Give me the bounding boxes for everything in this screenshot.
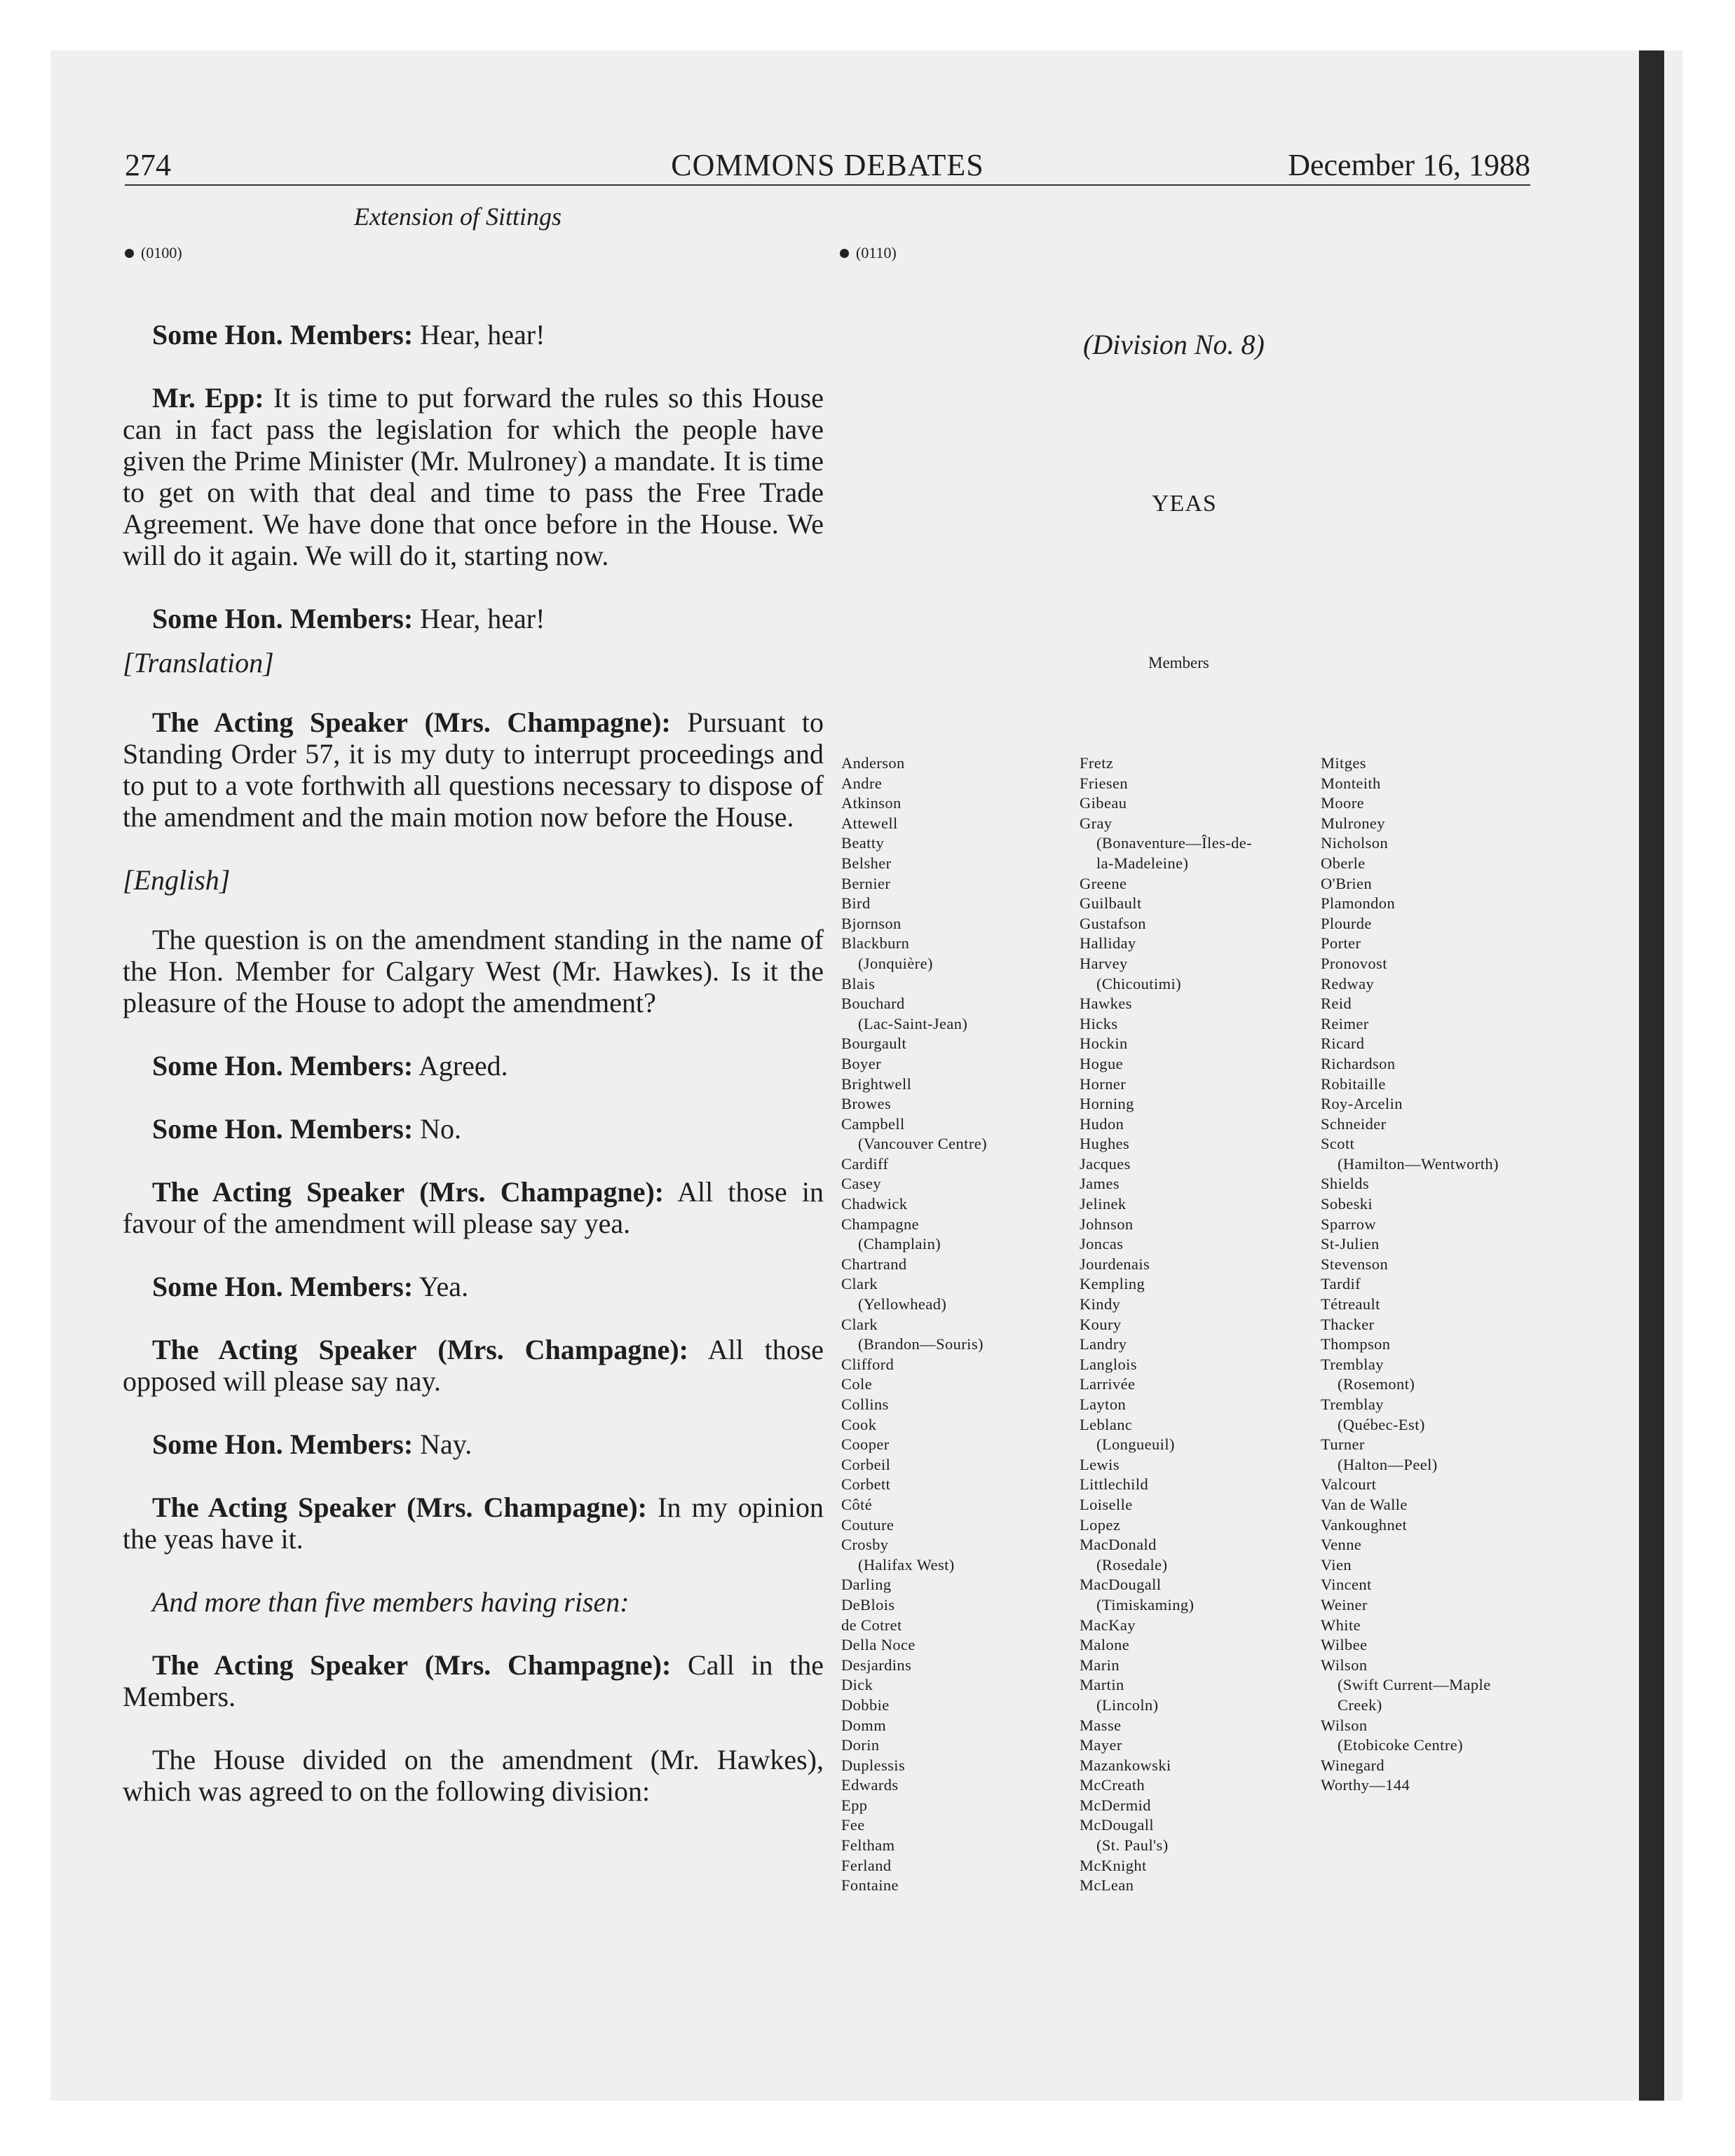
member-riding: (Lincoln) bbox=[1096, 1696, 1159, 1714]
member-riding: (Yellowhead) bbox=[858, 1295, 947, 1314]
member-riding: (Rosemont) bbox=[1338, 1375, 1415, 1393]
member-name: Harvey bbox=[1080, 954, 1128, 972]
member-name: St-Julien bbox=[1321, 1235, 1380, 1253]
member-name: Greene bbox=[1080, 874, 1127, 892]
member-riding: (Champlain) bbox=[858, 1235, 941, 1253]
member-name: Vien bbox=[1321, 1555, 1352, 1574]
member-name: Darling bbox=[841, 1576, 892, 1594]
member-riding: (Halton—Peel) bbox=[1338, 1455, 1438, 1473]
member-name: Stevenson bbox=[1321, 1255, 1389, 1273]
page-header bbox=[125, 147, 1530, 186]
member-name: Vincent bbox=[1321, 1576, 1372, 1594]
speaker-name: The Acting Speaker bbox=[152, 1176, 405, 1208]
member-name: Della Noce bbox=[841, 1636, 916, 1654]
paragraph bbox=[123, 1334, 824, 1397]
time-stamp-left bbox=[125, 244, 182, 262]
member-name: McDougall bbox=[1080, 1816, 1155, 1834]
member-riding: (Lac-Saint-Jean) bbox=[858, 1014, 968, 1032]
member-name: Jacques bbox=[1080, 1154, 1131, 1173]
member-name: Dick bbox=[841, 1676, 873, 1694]
member-name: Clark bbox=[841, 1315, 878, 1333]
member-name: Vankoughnet bbox=[1321, 1515, 1408, 1534]
member-name: Hudon bbox=[1080, 1114, 1124, 1133]
speech-text: In my opinion the yeas have it. bbox=[123, 1492, 824, 1555]
members-column-1 bbox=[841, 753, 987, 1896]
member-name: Attewell bbox=[841, 814, 898, 832]
member-name: Schneider bbox=[1321, 1114, 1387, 1133]
subject-heading: Extension of Sittings bbox=[354, 203, 562, 231]
speaker-name: The Acting Speaker bbox=[152, 1492, 397, 1523]
member-name: Valcourt bbox=[1321, 1475, 1377, 1494]
member-name: Hicks bbox=[1080, 1014, 1118, 1032]
member-name: Layton bbox=[1080, 1396, 1127, 1413]
member-name: Champagne bbox=[841, 1215, 920, 1233]
member-name: Weiner bbox=[1321, 1595, 1368, 1613]
member-name: Sobeski bbox=[1321, 1195, 1373, 1213]
member-name: Domm bbox=[841, 1716, 887, 1734]
speaker-name-paren: (Mrs. Champagne): bbox=[437, 1334, 688, 1365]
speaker-name: Some Hon. Members: bbox=[152, 603, 414, 634]
member-name: Monteith bbox=[1321, 774, 1381, 792]
speech-text: All those opposed will please say nay. bbox=[123, 1334, 824, 1397]
language-note: [English] bbox=[123, 864, 231, 896]
member-name: Duplessis bbox=[841, 1756, 906, 1774]
member-name: Fretz bbox=[1080, 754, 1114, 772]
member-name: DeBlois bbox=[841, 1595, 895, 1613]
member-name: Masse bbox=[1080, 1716, 1122, 1734]
member-name: Wilbee bbox=[1321, 1636, 1368, 1654]
scan-edge-bar bbox=[1639, 50, 1664, 2101]
member-name: Wilson bbox=[1321, 1716, 1368, 1734]
member-name: Dorin bbox=[841, 1736, 880, 1754]
member-name: Thompson bbox=[1321, 1335, 1391, 1353]
member-riding: (Chicoutimi) bbox=[1096, 974, 1182, 992]
member-name: White bbox=[1321, 1616, 1361, 1634]
member-name: Martin bbox=[1080, 1676, 1124, 1694]
speaker-name: The Acting Speaker bbox=[152, 707, 408, 738]
member-name: Cooper bbox=[841, 1435, 890, 1454]
member-name: Worthy—144 bbox=[1321, 1776, 1410, 1794]
member-riding: (St. Paul's) bbox=[1096, 1836, 1169, 1855]
member-name: Plamondon bbox=[1321, 894, 1396, 913]
member-name: Marin bbox=[1080, 1656, 1120, 1674]
member-name: Friesen bbox=[1080, 774, 1129, 792]
member-name: Hockin bbox=[1080, 1035, 1128, 1053]
time-stamp-text: (0110) bbox=[856, 244, 897, 261]
member-name: Richardson bbox=[1321, 1054, 1396, 1072]
member-name: Côté bbox=[841, 1495, 873, 1513]
member-name: O'Brien bbox=[1321, 874, 1373, 892]
debate-column bbox=[123, 319, 824, 1838]
member-name: McKnight bbox=[1080, 1856, 1147, 1874]
speech-text: No. bbox=[420, 1113, 462, 1145]
paragraph bbox=[123, 1492, 824, 1555]
speech-text: Yea. bbox=[419, 1271, 469, 1302]
language-note: [Translation] bbox=[123, 647, 274, 678]
member-name: Creek) bbox=[1338, 1696, 1382, 1714]
member-name: McLean bbox=[1080, 1876, 1134, 1895]
member-name: Bird bbox=[841, 894, 871, 913]
member-name: Loiselle bbox=[1080, 1495, 1133, 1513]
member-name: Fee bbox=[841, 1816, 865, 1834]
member-name: Bourgault bbox=[841, 1035, 907, 1053]
member-riding: (Brandon—Souris) bbox=[858, 1335, 984, 1353]
speaker-name-paren: (Mrs. Champagne): bbox=[424, 1649, 672, 1681]
member-name: Langlois bbox=[1080, 1355, 1137, 1373]
member-name: Roy-Arcelin bbox=[1321, 1095, 1403, 1113]
member-riding: (Halifax West) bbox=[858, 1555, 955, 1574]
member-name: Kindy bbox=[1080, 1295, 1121, 1314]
member-name: Ferland bbox=[841, 1856, 892, 1874]
member-name: Campbell bbox=[841, 1114, 905, 1133]
header-rule bbox=[125, 184, 1530, 186]
member-name: Robitaille bbox=[1321, 1074, 1386, 1093]
member-name: Gray bbox=[1080, 814, 1113, 832]
member-name: Thacker bbox=[1321, 1315, 1375, 1333]
member-name: Van de Walle bbox=[1321, 1495, 1408, 1513]
member-name: Larrivée bbox=[1080, 1375, 1136, 1393]
member-name: Jelinek bbox=[1080, 1195, 1127, 1213]
member-name: Casey bbox=[841, 1175, 881, 1193]
member-riding: (Bonaventure—Îles-de- bbox=[1096, 834, 1253, 852]
bullet-icon bbox=[840, 249, 849, 258]
member-name: Guilbault bbox=[1080, 894, 1142, 913]
bullet-icon bbox=[125, 249, 134, 258]
member-name: Couture bbox=[841, 1515, 894, 1534]
member-name: Clifford bbox=[841, 1355, 894, 1373]
member-name: Ricard bbox=[1321, 1035, 1365, 1053]
member-name: Gustafson bbox=[1080, 914, 1146, 932]
member-name: Reid bbox=[1321, 995, 1352, 1013]
speaker-name-paren: (Mrs. Champagne): bbox=[424, 707, 671, 738]
member-name: Chartrand bbox=[841, 1255, 907, 1273]
member-name: Mayer bbox=[1080, 1736, 1122, 1754]
paragraph bbox=[123, 1176, 824, 1239]
member-name: Halliday bbox=[1080, 934, 1136, 953]
member-name: MacDougall bbox=[1080, 1576, 1162, 1594]
member-name: Winegard bbox=[1321, 1756, 1385, 1774]
paragraph bbox=[123, 1744, 824, 1807]
member-name: Pronovost bbox=[1321, 954, 1387, 972]
division-result: YEAS bbox=[1152, 491, 1217, 517]
member-name: Leblanc bbox=[1080, 1415, 1133, 1433]
division-title: (Division No. 8) bbox=[1083, 329, 1265, 360]
member-name: Horner bbox=[1080, 1074, 1127, 1093]
member-name: James bbox=[1080, 1175, 1120, 1193]
member-name: Crosby bbox=[841, 1536, 889, 1554]
member-name: Johnson bbox=[1080, 1215, 1134, 1233]
paragraph bbox=[123, 1271, 824, 1302]
member-name: Tétreault bbox=[1321, 1295, 1380, 1314]
paragraph bbox=[123, 1428, 824, 1460]
member-name: Nicholson bbox=[1321, 834, 1389, 852]
member-name: Edwards bbox=[841, 1776, 899, 1794]
member-riding: (Vancouver Centre) bbox=[858, 1135, 987, 1153]
member-name: Corbeil bbox=[841, 1455, 891, 1473]
member-name: Mitges bbox=[1321, 754, 1366, 772]
speaker-name: Some Hon. Members: bbox=[152, 1113, 414, 1145]
member-name: Bernier bbox=[841, 874, 891, 892]
member-name: Dobbie bbox=[841, 1696, 890, 1714]
paragraph bbox=[123, 603, 824, 634]
speech-text: Call in the Members. bbox=[123, 1649, 824, 1712]
speech-text: The question is on the amendment standing in the name of the Hon. Member for Calgary West (Mr. Hawkes). Is it the pleasure of the House to adopt the amendment? bbox=[123, 924, 824, 1018]
member-riding: (Rosedale) bbox=[1096, 1555, 1168, 1574]
member-name: Turner bbox=[1321, 1435, 1365, 1454]
member-name: Andre bbox=[841, 774, 883, 792]
member-riding: de Cotret bbox=[841, 1616, 902, 1634]
member-name: Scott bbox=[1321, 1135, 1355, 1153]
member-name: Desjardins bbox=[841, 1656, 912, 1674]
member-name: Koury bbox=[1080, 1315, 1122, 1333]
member-name: Wilson bbox=[1321, 1656, 1368, 1674]
member-name: Beatty bbox=[841, 834, 885, 852]
member-name: McDermid bbox=[1080, 1796, 1151, 1814]
member-name: Gibeau bbox=[1080, 794, 1127, 812]
speech-text: Agreed. bbox=[418, 1050, 508, 1082]
member-name: Belsher bbox=[841, 854, 892, 872]
page-number: 274 bbox=[125, 148, 171, 182]
member-riding: (Swift Current—Maple bbox=[1338, 1676, 1491, 1694]
member-name: Clark bbox=[841, 1275, 878, 1293]
member-name: Lewis bbox=[1080, 1455, 1120, 1473]
member-name: Jourdenais bbox=[1080, 1255, 1150, 1273]
member-name: Collins bbox=[841, 1396, 889, 1413]
member-name: Blais bbox=[841, 974, 876, 992]
member-name: Venne bbox=[1321, 1536, 1362, 1554]
member-name: Bjornson bbox=[841, 914, 901, 932]
speaker-name: Some Hon. Members: bbox=[152, 1271, 414, 1302]
speech-text: All those in favour of the amendment will please say yea. bbox=[123, 1176, 824, 1239]
member-name: Browes bbox=[841, 1095, 892, 1113]
member-riding: (Timiskaming) bbox=[1096, 1595, 1195, 1613]
member-riding: (Longueuil) bbox=[1096, 1435, 1175, 1454]
speaker-name: The Acting Speaker bbox=[152, 1649, 409, 1681]
speech-text: Pursuant to Standing Order 57, it is my duty to interrupt proceedings and to put to a vote forthwith all questions necessary to dispose of the amendment and the main motion now before the House. bbox=[123, 707, 824, 833]
member-name: Tremblay bbox=[1321, 1355, 1384, 1373]
journal-title: COMMONS DEBATES bbox=[671, 148, 984, 182]
member-name: McCreath bbox=[1080, 1776, 1145, 1794]
speech-text: The House divided on the amendment (Mr. Hawkes), which was agreed to on the following division: bbox=[123, 1744, 824, 1807]
member-name: Brightwell bbox=[841, 1074, 912, 1093]
member-name: Littlechild bbox=[1080, 1475, 1149, 1494]
member-name: Tardif bbox=[1321, 1275, 1361, 1293]
member-name: Hogue bbox=[1080, 1054, 1123, 1072]
speaker-name: The Acting Speaker bbox=[152, 1334, 417, 1365]
members-column-2 bbox=[1080, 753, 1252, 1896]
member-name: Cook bbox=[841, 1415, 877, 1433]
member-name: Anderson bbox=[841, 754, 905, 772]
paragraph bbox=[123, 319, 824, 350]
speaker-name: Some Hon. Members: bbox=[152, 1050, 414, 1082]
member-name: Porter bbox=[1321, 934, 1361, 953]
paragraph bbox=[123, 1649, 824, 1712]
member-riding: la-Madeleine) bbox=[1096, 854, 1189, 872]
member-name: Reimer bbox=[1321, 1014, 1369, 1032]
page-date: December 16, 1988 bbox=[1288, 148, 1530, 182]
paragraph bbox=[123, 1113, 824, 1145]
stage-direction: And more than five members having risen: bbox=[152, 1586, 630, 1618]
member-name: Moore bbox=[1321, 794, 1364, 812]
member-name: Atkinson bbox=[841, 794, 901, 812]
speaker-name-paren: (Mrs. Champagne): bbox=[407, 1492, 648, 1523]
member-name: Hawkes bbox=[1080, 995, 1132, 1013]
members-heading: Members bbox=[1148, 654, 1209, 671]
member-riding: (Québec-Est) bbox=[1338, 1415, 1425, 1433]
time-stamp-right bbox=[840, 244, 897, 262]
speaker-name: Mr. Epp: bbox=[152, 382, 264, 414]
members-column-3 bbox=[1321, 753, 1499, 1796]
member-name: Fontaine bbox=[841, 1876, 899, 1895]
member-name: Kempling bbox=[1080, 1275, 1145, 1293]
member-name: Tremblay bbox=[1321, 1396, 1384, 1413]
member-name: MacKay bbox=[1080, 1616, 1136, 1634]
member-name: Malone bbox=[1080, 1636, 1130, 1654]
member-name: Sparrow bbox=[1321, 1215, 1377, 1233]
member-name: Mulroney bbox=[1321, 814, 1385, 832]
member-name: Blackburn bbox=[841, 934, 910, 953]
member-name: Cole bbox=[841, 1375, 873, 1393]
paragraph bbox=[123, 707, 824, 833]
member-name: Hughes bbox=[1080, 1135, 1130, 1153]
speaker-name: Some Hon. Members: bbox=[152, 1428, 414, 1460]
speaker-name-paren: (Mrs. Champagne): bbox=[419, 1176, 665, 1208]
member-name: Horning bbox=[1080, 1095, 1134, 1113]
speech-text: Nay. bbox=[420, 1428, 472, 1460]
member-name: Oberle bbox=[1321, 854, 1366, 872]
member-name: Corbett bbox=[841, 1475, 891, 1494]
paragraph bbox=[123, 1050, 824, 1082]
member-name: Mazankowski bbox=[1080, 1756, 1171, 1774]
member-name: Joncas bbox=[1080, 1235, 1124, 1253]
member-name: Feltham bbox=[841, 1836, 895, 1855]
speech-text: Hear, hear! bbox=[420, 603, 545, 634]
speaker-name: Some Hon. Members: bbox=[152, 319, 414, 350]
speech-text: Hear, hear! bbox=[420, 319, 545, 350]
member-riding: (Etobicoke Centre) bbox=[1338, 1736, 1464, 1754]
member-name: Lopez bbox=[1080, 1515, 1121, 1534]
member-name: Boyer bbox=[841, 1054, 881, 1072]
time-stamp-text: (0100) bbox=[141, 244, 182, 261]
member-riding: (Jonquière) bbox=[858, 954, 933, 972]
member-name: Cardiff bbox=[841, 1154, 889, 1173]
speech-text: It is time to put forward the rules so this House can in fact pass the legislation for which the people have given the Prime Minister (Mr. Mulroney) a mandate. It is time to get on with that deal and time to pass the Free Trade Agreement. We have done that once before in the House. We will do it again. We will do it, starting now. bbox=[123, 382, 824, 571]
member-name: MacDonald bbox=[1080, 1536, 1157, 1554]
member-name: Landry bbox=[1080, 1335, 1127, 1353]
member-name: Plourde bbox=[1321, 914, 1372, 932]
member-name: Chadwick bbox=[841, 1195, 908, 1213]
paragraph bbox=[123, 382, 824, 571]
member-riding: (Hamilton—Wentworth) bbox=[1338, 1154, 1499, 1173]
member-name: Epp bbox=[841, 1796, 868, 1814]
paragraph bbox=[123, 924, 824, 1018]
member-name: Shields bbox=[1321, 1175, 1370, 1193]
member-name: Bouchard bbox=[841, 995, 905, 1013]
member-name: Redway bbox=[1321, 974, 1375, 992]
